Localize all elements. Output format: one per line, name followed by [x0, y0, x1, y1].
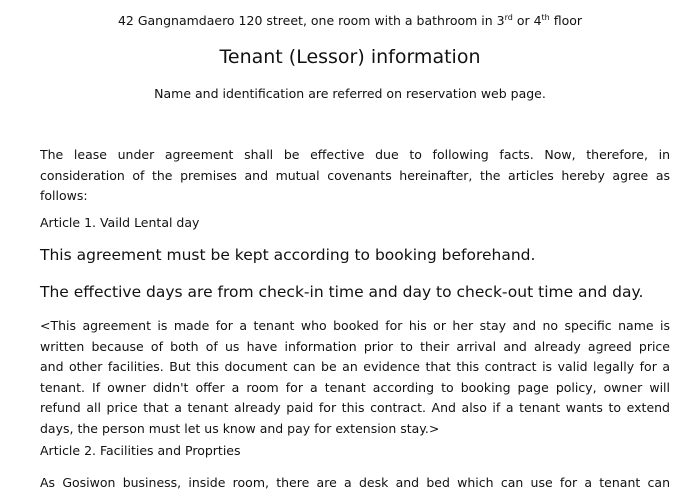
note-line: <This agreement is made for a tenant who booked for his or her stay and no specific name is: [40, 318, 670, 333]
address-text-mid: or 4: [512, 13, 542, 28]
tenant-information-heading: Tenant (Lessor) information: [219, 46, 481, 68]
intro-line: consideration of the premises and mutual covenants hereinafter, the articles hereby agree as: [40, 167, 670, 183]
address-text: 42 Gangnamdaero 120 street, one room with a bathroom in 3: [117, 13, 505, 28]
note-line: refund all price that a tenant already paid for this contract. And also if a tenant wants to extend: [40, 400, 670, 415]
intro-line: follows:: [40, 188, 88, 203]
address-superscript-rd: rd: [504, 13, 513, 22]
note-line: written because of both of us have information prior to their arrival and already agreed price: [40, 338, 670, 354]
tenant-information-note: Name and identification are referred on reservation web page.: [154, 86, 546, 101]
article-1-statement-effective-days: The effective days are from check-in time and day to check-out time and day.: [40, 283, 644, 301]
article-1-statement-booking: This agreement must be kept according to booking beforehand.: [40, 246, 536, 264]
address-text-end: floor: [549, 13, 583, 28]
article-2-line: As Gosiwon business, inside room, there are a desk and bed which can use for a tenant can: [40, 475, 670, 490]
article-1-heading: Article 1. Vaild Lental day: [40, 215, 200, 230]
note-line: and other facilities. But this document can be an evidence that this contract is valid legally for a: [40, 359, 670, 374]
intro-line: The lease under agreement shall be effective due to following facts. Now, therefore, in: [40, 147, 670, 162]
property-address: [0, 13, 700, 28]
address-superscript-th: th: [541, 13, 550, 22]
article-2-heading: Article 2. Facilities and Proprties: [40, 443, 241, 458]
note-line: days, the person must let us know and pay for extension stay.>: [40, 420, 440, 436]
intro-paragraph: [40, 145, 670, 207]
article-2-paragraph: [40, 473, 670, 494]
note-line: tenant. If owner didn't offer a room for a tenant according to booking page policy, owner will: [40, 379, 670, 395]
article-1-note-paragraph: [40, 316, 670, 439]
